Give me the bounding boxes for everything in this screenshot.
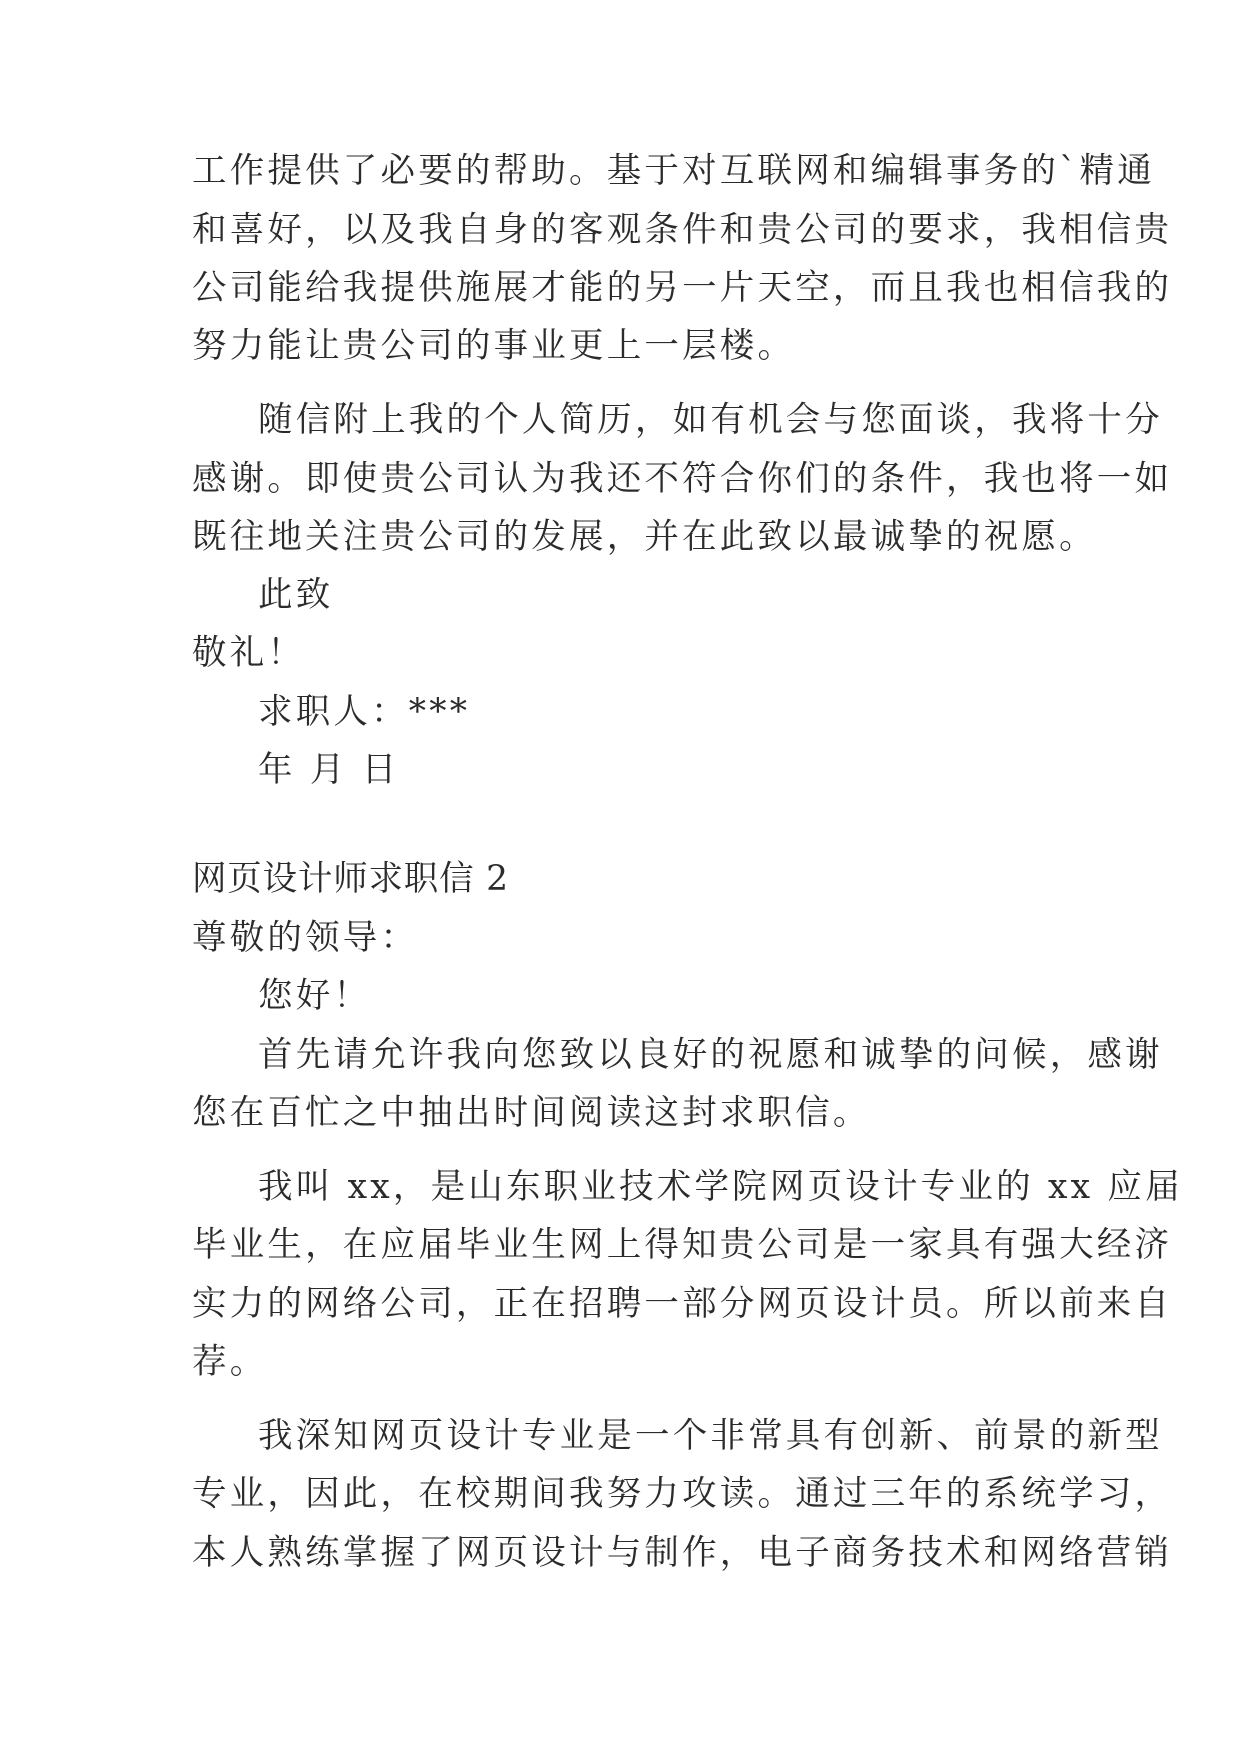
greeting-hello: 您好！ — [258, 976, 372, 1016]
greeting: 尊敬的领导： — [192, 918, 419, 958]
paragraph-line: 专业，因此，在校期间我努力攻读。通过三年的系统学习， — [192, 1474, 1173, 1514]
letter-title: 网页设计师求职信 2 — [192, 859, 509, 899]
paragraph-line: 实力的网络公司，正在招聘一部分网页设计员。所以前来自 — [192, 1284, 1173, 1324]
paragraph-line: 毕业生，在应届毕业生网上得知贵公司是一家具有强大经济 — [192, 1225, 1173, 1265]
paragraph-line: 感谢。即使贵公司认为我还不符合你们的条件，我也将一如 — [192, 459, 1173, 499]
paragraph-line: 公司能给我提供施展才能的另一片天空，而且我也相信我的 — [192, 268, 1173, 308]
paragraph-line: 随信附上我的个人简历，如有机会与您面谈，我将十分 — [258, 400, 1163, 440]
paragraph-line: 首先请允许我向您致以良好的祝愿和诚挚的问候，感谢 — [258, 1035, 1163, 1075]
paragraph-line: 荐。 — [192, 1342, 268, 1382]
closing-salutation: 此致 — [258, 575, 334, 615]
paragraph-line: 既往地关注贵公司的发展，并在此致以最诚挚的祝愿。 — [192, 517, 1097, 557]
paragraph-line: 我深知网页设计专业是一个非常具有创新、前景的新型 — [258, 1416, 1163, 1456]
closing-regards: 敬礼！ — [192, 633, 306, 673]
paragraph-line: 我叫 xx，是山东职业技术学院网页设计专业的 xx 应届 — [258, 1167, 1183, 1207]
paragraph-line: 您在百忙之中抽出时间阅读这封求职信。 — [192, 1093, 871, 1133]
paragraph-line: 努力能让贵公司的事业更上一层楼。 — [192, 326, 796, 366]
paragraph-line: 本人熟练掌握了网页设计与制作，电子商务技术和网络营销 — [192, 1533, 1173, 1573]
signature-applicant: 求职人：*** — [258, 692, 471, 732]
paragraph-line: 工作提供了必要的帮助。基于对互联网和编辑事务的`精通 — [192, 151, 1155, 191]
paragraph-line: 和喜好，以及我自身的客观条件和贵公司的要求，我相信贵 — [192, 210, 1173, 250]
signature-date: 年 月 日 — [258, 750, 400, 790]
